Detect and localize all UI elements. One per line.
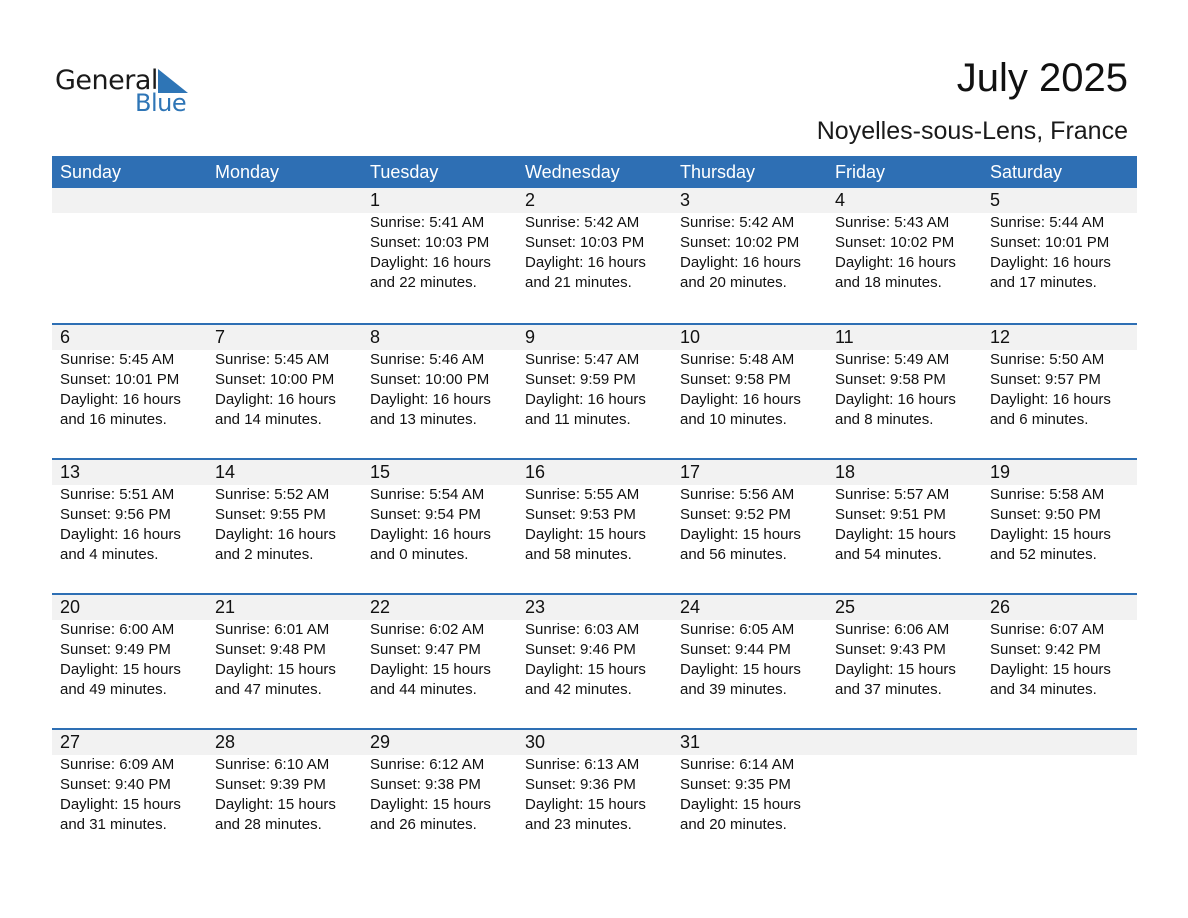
day-cell [982,188,1137,293]
daylight-hours: Daylight: 15 hours [60,661,181,678]
day-cell [517,595,672,700]
weekday-header-cell: Tuesday [370,162,439,182]
sunset-time: Sunset: 9:39 PM [215,776,326,793]
day-cell [207,730,362,835]
day-cell [672,595,827,700]
sunset-time: Sunset: 9:51 PM [835,506,946,523]
day-number: 22 [370,597,391,617]
sunrise-time: Sunrise: 6:01 AM [215,621,330,638]
day-number: 18 [835,462,856,482]
daylight-hours: Daylight: 15 hours [370,796,491,813]
day-cell [362,595,517,700]
daylight-minutes: and 20 minutes. [680,274,787,291]
day-number: 23 [525,597,546,617]
day-number: 8 [370,327,381,347]
day-number: 7 [215,327,226,347]
daylight-minutes: and 23 minutes. [525,816,632,833]
sunrise-time: Sunrise: 6:06 AM [835,621,950,638]
sunset-time: Sunset: 9:44 PM [680,641,791,658]
daylight-minutes: and 31 minutes. [60,816,167,833]
daylight-minutes: and 56 minutes. [680,546,787,563]
sunrise-time: Sunrise: 5:41 AM [370,214,485,231]
day-number: 6 [60,327,71,347]
logo-word-blue: Blue [135,89,187,117]
sunrise-time: Sunrise: 6:07 AM [990,621,1105,638]
sunset-time: Sunset: 9:46 PM [525,641,636,658]
daylight-minutes: and 8 minutes. [835,411,934,428]
daylight-hours: Daylight: 16 hours [525,391,646,408]
sunrise-time: Sunrise: 5:58 AM [990,486,1105,503]
day-number: 20 [60,597,81,617]
day-number [215,188,362,213]
day-number: 21 [215,597,236,617]
daylight-minutes: and 13 minutes. [370,411,477,428]
day-cell [982,595,1137,700]
calendar-week-row [52,188,1137,323]
sunrise-time: Sunrise: 5:42 AM [525,214,640,231]
day-number: 15 [370,462,391,482]
week-days [52,730,1137,835]
daylight-hours: Daylight: 15 hours [680,526,801,543]
daylight-hours: Daylight: 15 hours [990,661,1111,678]
day-cell [672,188,827,293]
sunrise-time: Sunrise: 5:46 AM [370,351,485,368]
daylight-hours: Daylight: 15 hours [525,661,646,678]
day-number: 11 [835,327,854,347]
calendar-week-row [52,593,1137,728]
daylight-hours: Daylight: 16 hours [215,526,336,543]
sunset-time: Sunset: 9:55 PM [215,506,326,523]
sunrise-time: Sunrise: 5:45 AM [215,351,330,368]
sunrise-time: Sunrise: 5:45 AM [60,351,175,368]
sunset-time: Sunset: 10:01 PM [990,234,1110,251]
sunset-time: Sunset: 10:01 PM [60,371,180,388]
calendar-week-row [52,458,1137,593]
daylight-minutes: and 0 minutes. [370,546,469,563]
day-cell [517,188,672,293]
weekday-header-cell: Sunday [60,162,122,182]
sunrise-time: Sunrise: 6:09 AM [60,756,175,773]
daylight-minutes: and 37 minutes. [835,681,942,698]
sunset-time: Sunset: 9:36 PM [525,776,636,793]
sunset-time: Sunset: 9:38 PM [370,776,481,793]
location-label: Noyelles-sous-Lens, France [816,117,1128,145]
daylight-hours: Daylight: 16 hours [680,391,801,408]
sunrise-time: Sunrise: 6:12 AM [370,756,485,773]
sunrise-time: Sunrise: 5:49 AM [835,351,950,368]
sunset-time: Sunset: 10:03 PM [370,234,490,251]
day-number: 12 [990,327,1011,347]
daylight-minutes: and 58 minutes. [525,546,632,563]
sunrise-time: Sunrise: 5:43 AM [835,214,950,231]
daylight-hours: Daylight: 16 hours [525,254,646,271]
day-number: 26 [990,597,1011,617]
day-number: 17 [680,462,701,482]
day-number [835,730,982,755]
logo [55,62,205,122]
daylight-hours: Daylight: 16 hours [215,391,336,408]
day-number: 28 [215,732,236,752]
day-cell [362,460,517,565]
sunrise-time: Sunrise: 5:57 AM [835,486,950,503]
day-cell [52,460,207,565]
daylight-hours: Daylight: 16 hours [835,254,956,271]
sunrise-time: Sunrise: 6:14 AM [680,756,795,773]
sunset-time: Sunset: 9:59 PM [525,371,636,388]
sunrise-time: Sunrise: 5:56 AM [680,486,795,503]
week-days [52,460,1137,565]
daylight-minutes: and 17 minutes. [990,274,1097,291]
day-number: 29 [370,732,391,752]
daylight-hours: Daylight: 15 hours [215,796,336,813]
day-number [990,730,1137,755]
sunset-time: Sunset: 9:52 PM [680,506,791,523]
daylight-hours: Daylight: 16 hours [370,526,491,543]
daylight-hours: Daylight: 15 hours [835,661,956,678]
daylight-minutes: and 26 minutes. [370,816,477,833]
weekday-header [52,156,1137,188]
calendar-week-row [52,728,1137,863]
daylight-minutes: and 10 minutes. [680,411,787,428]
empty-day-cell [207,188,362,293]
daylight-hours: Daylight: 15 hours [680,796,801,813]
day-number: 27 [60,732,81,752]
sunrise-time: Sunrise: 5:55 AM [525,486,640,503]
day-number: 25 [835,597,856,617]
daylight-hours: Daylight: 15 hours [60,796,181,813]
day-number: 3 [680,190,691,210]
daylight-hours: Daylight: 15 hours [680,661,801,678]
day-number: 9 [525,327,536,347]
day-cell [982,325,1137,430]
logo-word-general: General [55,65,158,96]
day-cell [827,325,982,430]
day-number: 2 [525,190,536,210]
daylight-hours: Daylight: 15 hours [370,661,491,678]
sunrise-time: Sunrise: 5:50 AM [990,351,1105,368]
daylight-hours: Daylight: 16 hours [835,391,956,408]
daylight-hours: Daylight: 15 hours [835,526,956,543]
day-cell [827,595,982,700]
calendar-grid [52,156,1137,863]
day-number: 14 [215,462,236,482]
empty-day-cell [982,730,1137,835]
sunrise-time: Sunrise: 5:42 AM [680,214,795,231]
daylight-minutes: and 11 minutes. [525,411,631,428]
daylight-minutes: and 6 minutes. [990,411,1089,428]
day-number [60,188,207,213]
sunset-time: Sunset: 9:35 PM [680,776,791,793]
daylight-hours: Daylight: 16 hours [680,254,801,271]
sunrise-time: Sunrise: 5:52 AM [215,486,330,503]
day-number: 5 [990,190,1001,210]
daylight-minutes: and 54 minutes. [835,546,942,563]
sunset-time: Sunset: 9:54 PM [370,506,481,523]
day-cell [207,325,362,430]
day-cell [827,188,982,293]
week-days [52,325,1137,430]
sunset-time: Sunset: 10:02 PM [835,234,955,251]
day-cell [672,730,827,835]
day-cell [52,730,207,835]
sunrise-time: Sunrise: 6:03 AM [525,621,640,638]
day-cell [207,460,362,565]
sunset-time: Sunset: 9:48 PM [215,641,326,658]
sunset-time: Sunset: 9:58 PM [680,371,791,388]
day-cell [517,325,672,430]
daylight-minutes: and 18 minutes. [835,274,942,291]
daylight-minutes: and 47 minutes. [215,681,322,698]
day-number: 19 [990,462,1011,482]
sunset-time: Sunset: 9:53 PM [525,506,636,523]
daylight-minutes: and 16 minutes. [60,411,167,428]
sunrise-time: Sunrise: 5:51 AM [60,486,175,503]
day-cell [827,460,982,565]
daylight-hours: Daylight: 16 hours [370,254,491,271]
week-days [52,595,1137,700]
sunset-time: Sunset: 9:40 PM [60,776,171,793]
sunrise-time: Sunrise: 5:54 AM [370,486,485,503]
day-number: 31 [680,732,701,752]
weekday-header-cell: Monday [215,162,280,182]
day-number: 10 [680,327,701,347]
day-cell [362,730,517,835]
sunset-time: Sunset: 10:03 PM [525,234,645,251]
sunset-time: Sunset: 9:56 PM [60,506,171,523]
empty-day-cell [827,730,982,835]
empty-day-cell [52,188,207,293]
daylight-hours: Daylight: 16 hours [60,526,181,543]
sunset-time: Sunset: 9:57 PM [990,371,1101,388]
sunrise-time: Sunrise: 5:48 AM [680,351,795,368]
daylight-hours: Daylight: 15 hours [525,526,646,543]
day-cell [52,595,207,700]
sunrise-time: Sunrise: 6:05 AM [680,621,795,638]
day-number: 4 [835,190,846,210]
sunset-time: Sunset: 9:58 PM [835,371,946,388]
daylight-hours: Daylight: 16 hours [990,254,1111,271]
weekday-header-cell: Thursday [680,162,756,182]
daylight-minutes: and 49 minutes. [60,681,167,698]
day-cell [517,730,672,835]
day-number: 30 [525,732,546,752]
daylight-hours: Daylight: 15 hours [215,661,336,678]
weekday-header-cell: Wednesday [525,162,620,182]
daylight-minutes: and 28 minutes. [215,816,322,833]
sunset-time: Sunset: 10:00 PM [370,371,490,388]
weekday-header-cell: Friday [835,162,886,182]
sunset-time: Sunset: 10:02 PM [680,234,800,251]
daylight-minutes: and 14 minutes. [215,411,322,428]
sunrise-time: Sunrise: 6:00 AM [60,621,175,638]
sunset-time: Sunset: 10:00 PM [215,371,335,388]
page-title: July 2025 [956,56,1128,100]
daylight-hours: Daylight: 15 hours [990,526,1111,543]
day-cell [362,325,517,430]
sunrise-time: Sunrise: 5:47 AM [525,351,640,368]
daylight-hours: Daylight: 16 hours [370,391,491,408]
weekday-header-cell: Saturday [990,162,1063,182]
sunset-time: Sunset: 9:49 PM [60,641,171,658]
sunset-time: Sunset: 9:43 PM [835,641,946,658]
calendar-weeks [52,188,1137,863]
day-number: 13 [60,462,81,482]
week-days [52,188,1137,293]
daylight-minutes: and 21 minutes. [525,274,632,291]
day-cell [517,460,672,565]
daylight-minutes: and 34 minutes. [990,681,1097,698]
daylight-minutes: and 4 minutes. [60,546,159,563]
day-number: 1 [370,190,381,210]
day-cell [207,595,362,700]
daylight-minutes: and 44 minutes. [370,681,477,698]
day-cell [982,460,1137,565]
daylight-hours: Daylight: 15 hours [525,796,646,813]
day-cell [672,325,827,430]
daylight-minutes: and 20 minutes. [680,816,787,833]
day-cell [52,325,207,430]
daylight-minutes: and 2 minutes. [215,546,314,563]
sunrise-time: Sunrise: 5:44 AM [990,214,1105,231]
sunset-time: Sunset: 9:42 PM [990,641,1101,658]
daylight-minutes: and 22 minutes. [370,274,477,291]
sunset-time: Sunset: 9:50 PM [990,506,1101,523]
calendar-week-row [52,323,1137,458]
daylight-minutes: and 42 minutes. [525,681,632,698]
daylight-hours: Daylight: 16 hours [60,391,181,408]
sunrise-time: Sunrise: 6:02 AM [370,621,485,638]
sunrise-time: Sunrise: 6:10 AM [215,756,330,773]
day-number: 16 [525,462,546,482]
day-number: 24 [680,597,701,617]
daylight-minutes: and 52 minutes. [990,546,1097,563]
daylight-hours: Daylight: 16 hours [990,391,1111,408]
day-cell [672,460,827,565]
day-cell [362,188,517,293]
sunset-time: Sunset: 9:47 PM [370,641,481,658]
sunrise-time: Sunrise: 6:13 AM [525,756,640,773]
daylight-minutes: and 39 minutes. [680,681,787,698]
